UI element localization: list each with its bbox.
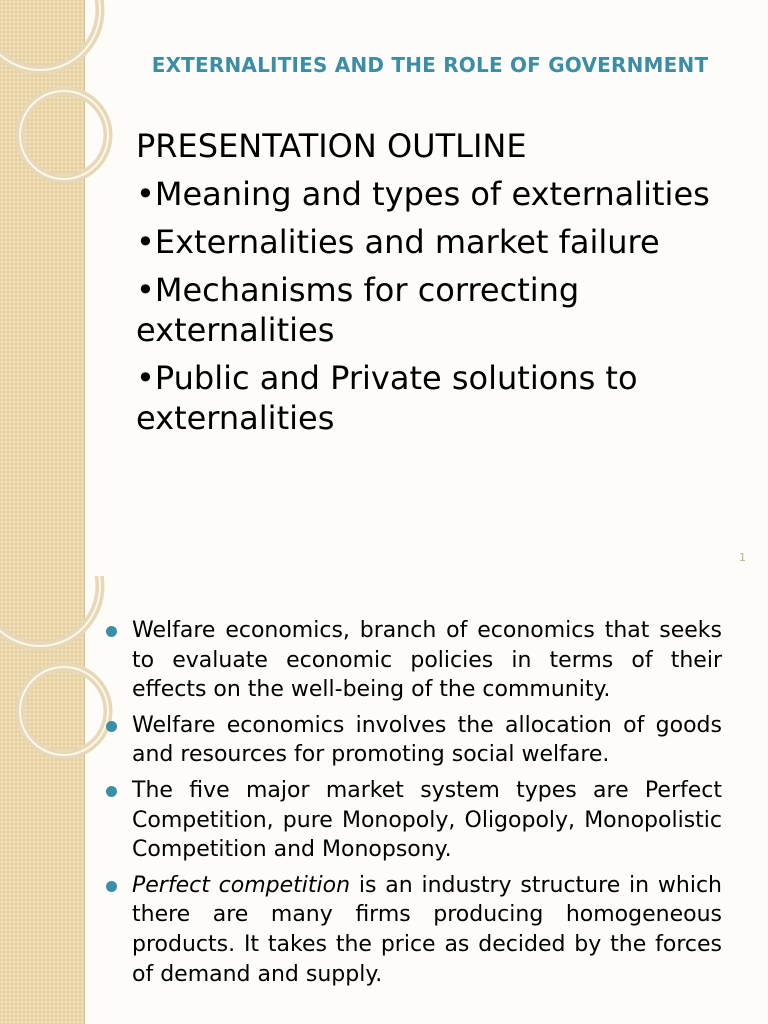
outline-item: •Externalities and market failure: [136, 223, 660, 261]
bullet-item: [104, 871, 722, 989]
outline-item: •Public and Private solutions to externalities: [136, 359, 638, 437]
bullet-item: [104, 711, 722, 770]
bullet-dot-icon: [106, 721, 117, 732]
decorative-rings-icon: [0, 0, 130, 200]
presentation-outline: [136, 126, 736, 446]
slide-2: [0, 576, 768, 1024]
slide-title: EXTERNALITIES AND THE ROLE OF GOVERNMENT: [151, 53, 709, 77]
bullet-dot-icon: [106, 786, 117, 797]
bullet-dot-icon: [106, 626, 117, 637]
bullet-text: Welfare economics involves the allocation of goods and resources for promoting social welfare.: [132, 712, 722, 768]
outline-item: •Meaning and types of externalities: [136, 175, 710, 213]
outline-item: •Mechanisms for correcting externalities: [136, 271, 580, 349]
bullet-item: [104, 616, 722, 705]
bullet-item: [104, 776, 722, 865]
bullet-dot-icon: [106, 881, 117, 892]
bullet-list: [104, 616, 722, 995]
outline-heading: PRESENTATION OUTLINE: [136, 127, 527, 165]
slide-number: 1: [739, 551, 746, 564]
bullet-text: The five major market system types are Perfect Competition, pure Monopoly, Oligopoly, Monopolistic Competition and Monopsony.: [132, 777, 722, 863]
bullet-text: is an industry structure in which there are many firms producing homogeneous products. It takes the price as decided by the forces of demand and supply.: [132, 872, 722, 987]
bullet-italic-lead: Perfect competition: [132, 872, 351, 898]
bullet-text: Welfare economics, branch of economics that seeks to evaluate economic policies in terms of their effects on the well-being of the community.: [132, 618, 722, 703]
